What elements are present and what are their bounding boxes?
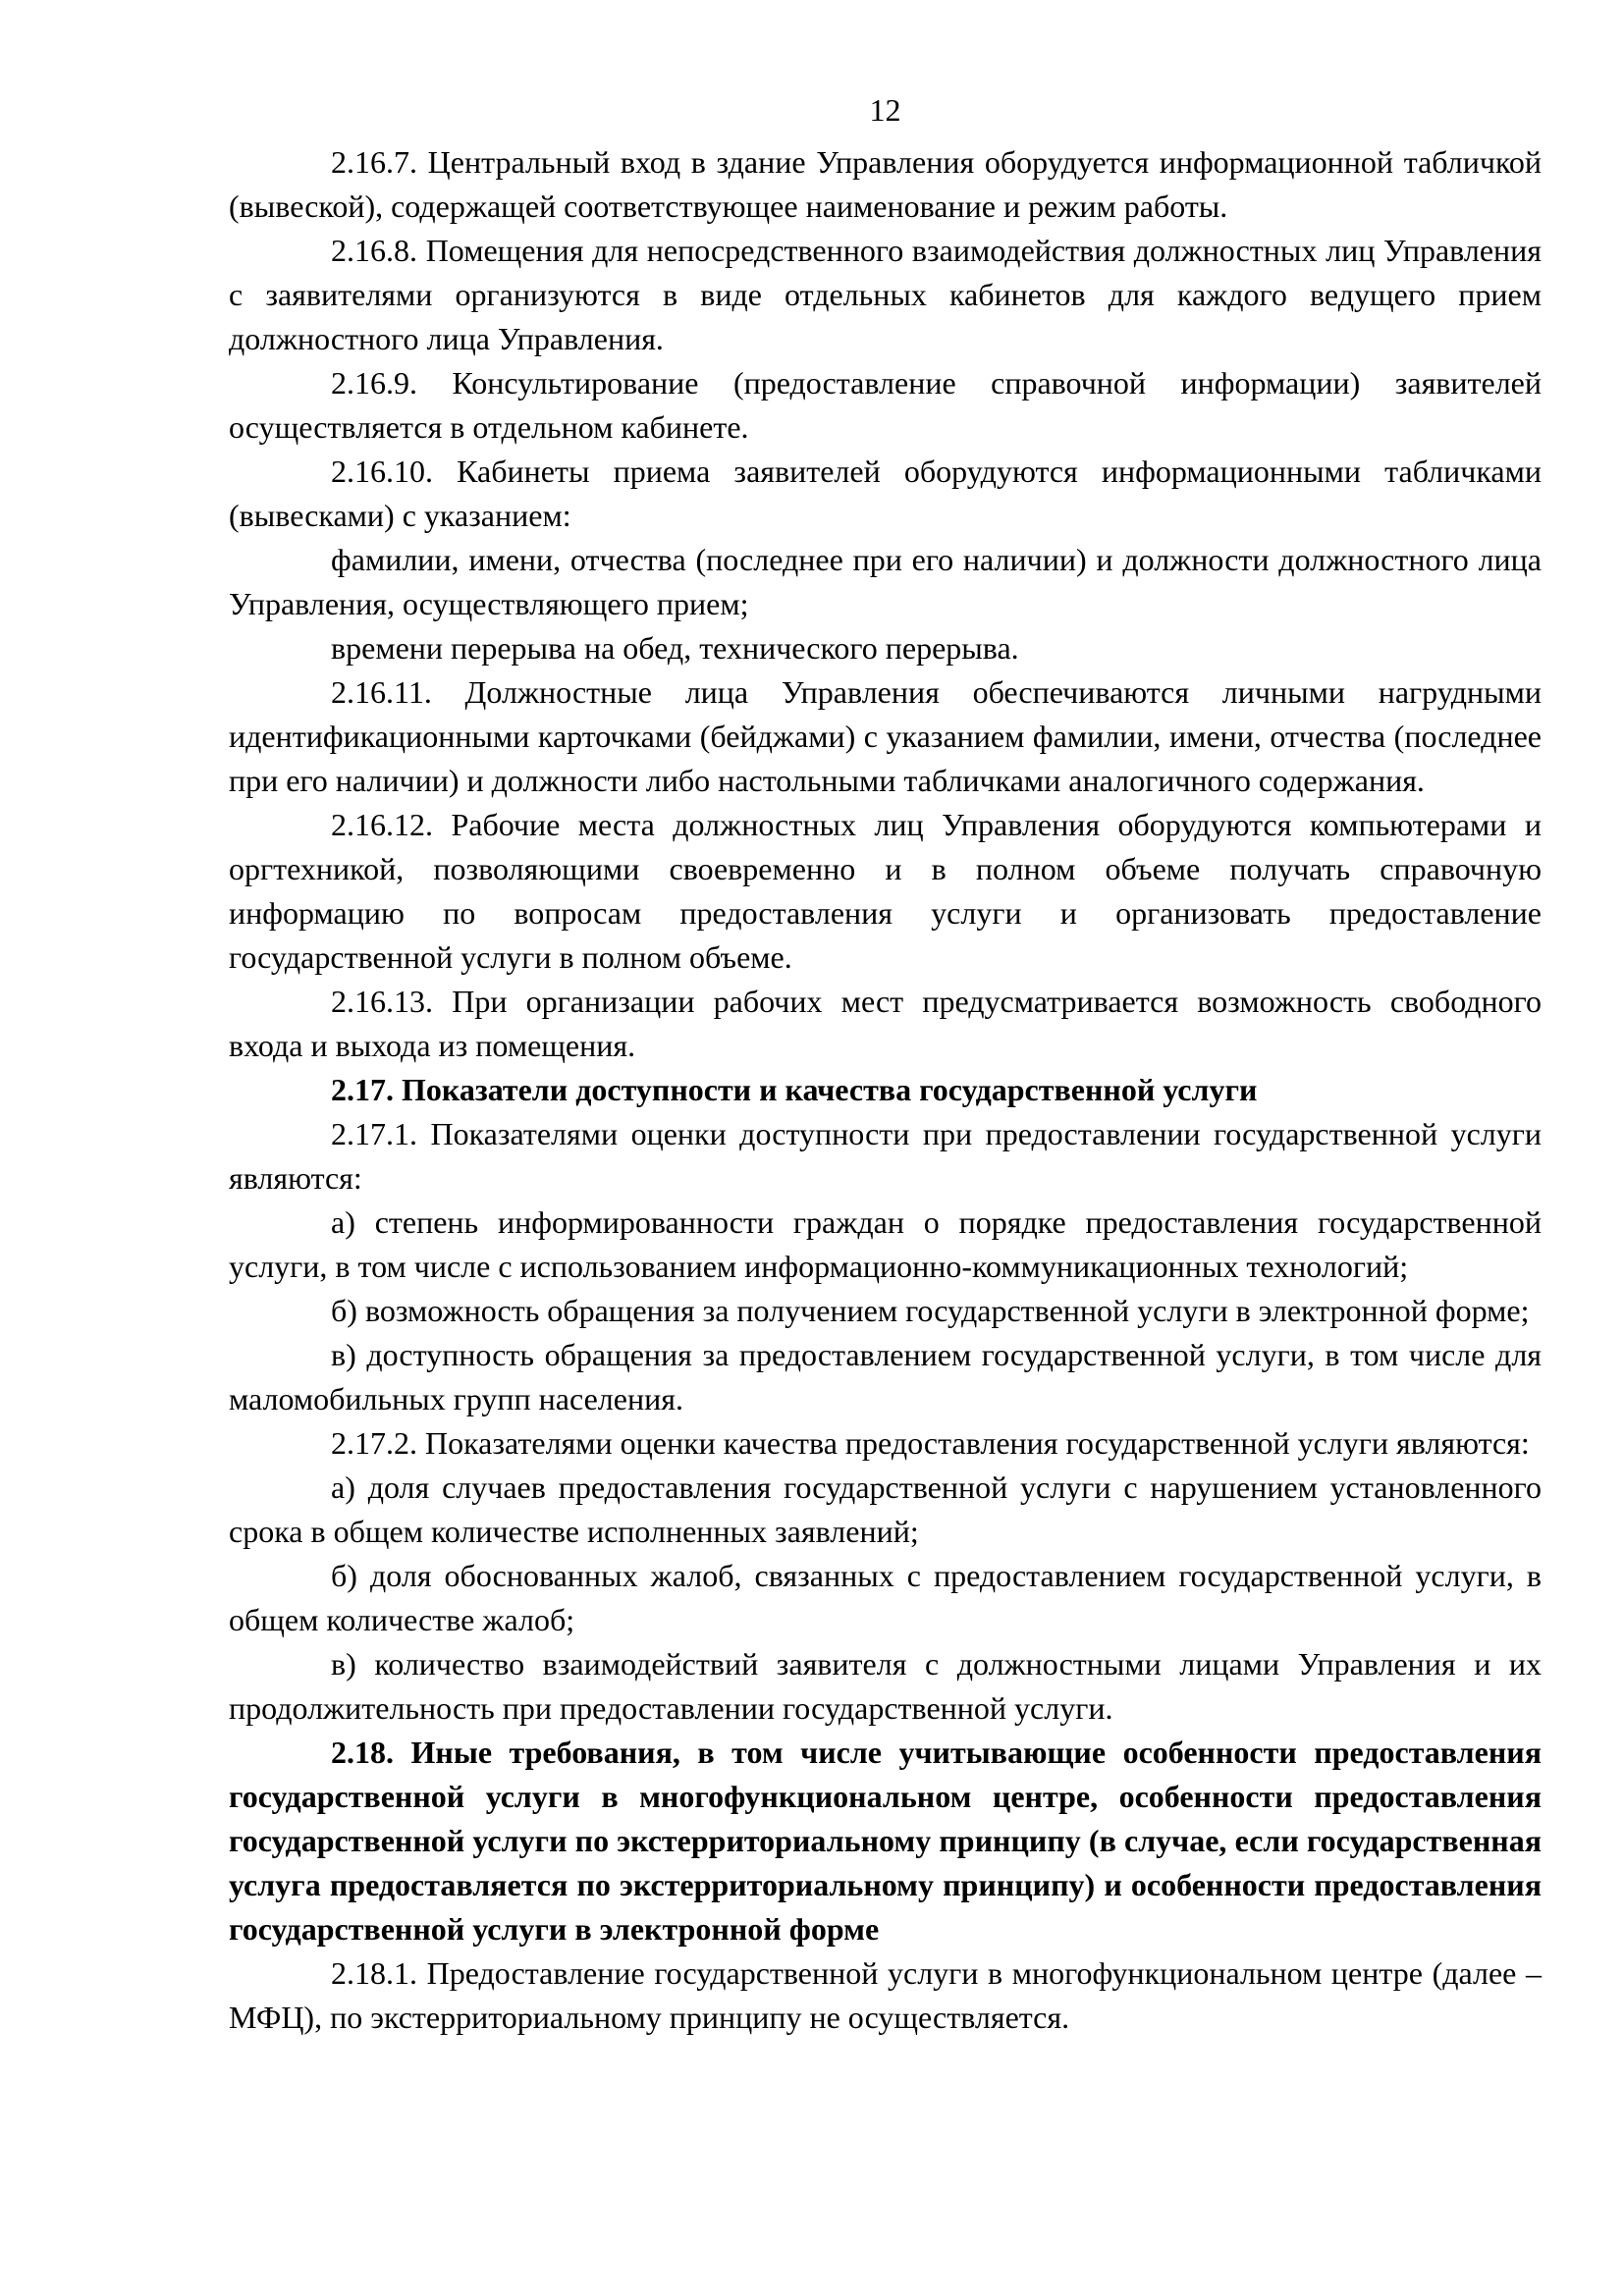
heading-2-18: 2.18. Иные требования, в том числе учитывающие особенности предоставления государственной услуги в многофункциональном центре, особенности предоставления государственной услуги по экстерриториальному принципу (в случае, если государственная услуга предоставляется по экстерриториальному принципу) и особенности предоставления государственной услуги в электронной форме: [229, 1735, 1542, 1947]
paragraph-2-17-2: 2.17.2. Показателями оценки качества предоставления государственной услуги являются:: [331, 1425, 1530, 1461]
paragraph-2-18-1: 2.18.1. Предоставление государственной услуги в многофункциональном центре (далее – МФЦ), по экстерриториальному принципу не осуществляется.: [229, 1955, 1542, 2035]
paragraph-2-17-1: 2.17.1. Показателями оценки доступности при предоставлении государственной услуги являются:: [229, 1116, 1542, 1196]
heading-2-17: 2.17. Показатели доступности и качества государственной услуги: [331, 1072, 1258, 1107]
paragraph-2-17-2-item-v: в) количество взаимодействий заявителя с должностными лицами Управления и их продолжительность при предоставлении государственной услуги.: [229, 1646, 1542, 1726]
paragraph-2-17-1-item-v: в) доступность обращения за предоставлением государственной услуги, в том числе для маломобильных групп населения.: [229, 1337, 1542, 1416]
paragraph-2-16-9: 2.16.9. Консультирование (предоставление справочной информации) заявителей осуществляется в отдельном кабинете.: [229, 365, 1542, 445]
paragraph-2-16-10: 2.16.10. Кабинеты приема заявителей оборудуются информационными табличками (вывесками) с указанием:: [229, 454, 1542, 533]
paragraph-2-16-11: 2.16.11. Должностные лица Управления обеспечиваются личными нагрудными идентификационными карточками (бейджами) с указанием фамилии, имени, отчества (последнее при его наличии) и должности либо настольными табличками аналогичного содержания.: [229, 674, 1542, 798]
paragraph-2-16-12: 2.16.12. Рабочие места должностных лиц Управления оборудуются компьютерами и оргтехникой, позволяющими своевременно и в полном объеме получать справочную информацию по вопросам предоставления услуги и организовать предоставление государственной услуги в полном объеме.: [229, 807, 1542, 975]
paragraph-2-17-1-item-a: а) степень информированности граждан о порядке предоставления государственной услуги, в том числе с использованием информационно-коммуникационных технологий;: [229, 1204, 1542, 1284]
paragraph-2-16-13: 2.16.13. При организации рабочих мест предусматривается возможность свободного входа и выхода из помещения.: [229, 984, 1542, 1063]
document-content: [229, 88, 1542, 2040]
paragraph-2-16-8: 2.16.8. Помещения для непосредственного взаимодействия должностных лиц Управления с заявителями организуются в виде отдельных кабинетов для каждого ведущего прием должностного лица Управления.: [229, 233, 1542, 356]
page-number: 12: [869, 92, 901, 128]
paragraph-2-17-2-item-b: б) доля обоснованных жалоб, связанных с предоставлением государственной услуги, в общем количестве жалоб;: [229, 1558, 1542, 1637]
paragraph-2-16-7: 2.16.7. Центральный вход в здание Управления оборудуется информационной табличкой (вывеской), содержащей соответствующее наименование и режим работы.: [229, 144, 1542, 224]
paragraph-2-17-1-item-b: б) возможность обращения за получением государственной услуги в электронной форме;: [331, 1293, 1530, 1328]
paragraph-2-16-10-item-1: фамилии, имени, отчества (последнее при его наличии) и должности должностного лица Управления, осуществляющего прием;: [229, 542, 1542, 621]
paragraph-2-16-10-item-2: времени перерыва на обед, технического перерыва.: [331, 630, 1019, 666]
paragraph-2-17-2-item-a: а) доля случаев предоставления государственной услуги с нарушением установленного срока в общем количестве исполненных заявлений;: [229, 1469, 1542, 1549]
